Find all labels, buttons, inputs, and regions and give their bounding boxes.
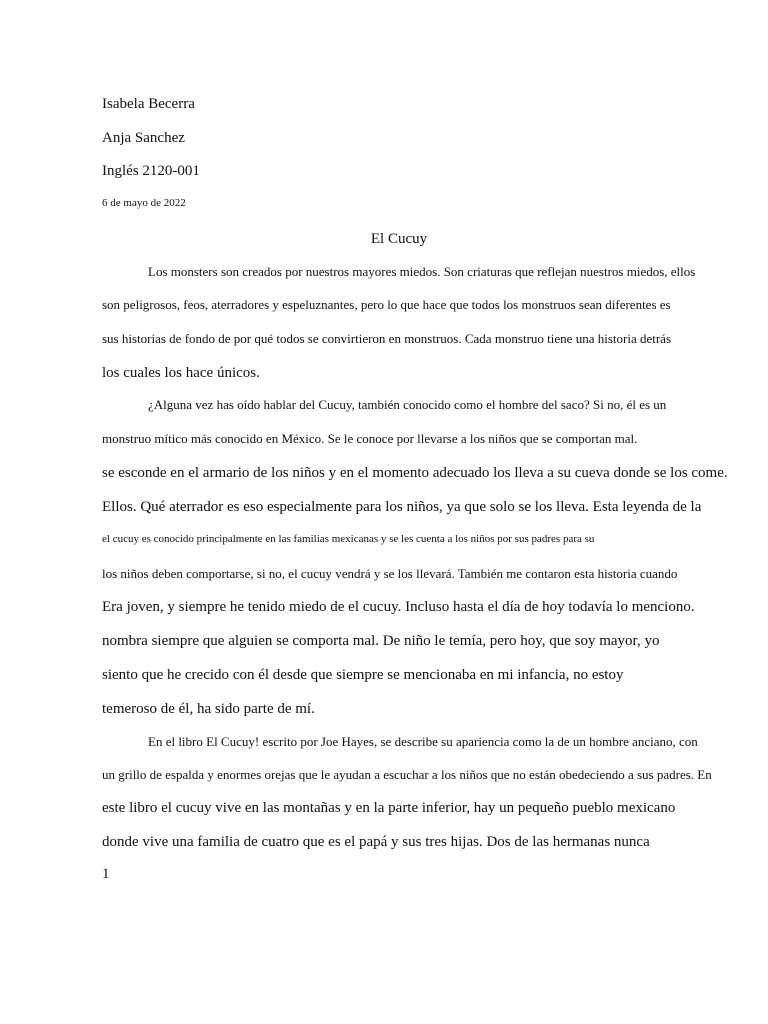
body-line: este libro el cucuy vive en las montañas y en la parte inferior, hay un pequeño pueblo mexicano xyxy=(102,800,676,816)
body-line: ¿Alguna vez has oído hablar del Cucuy, también conocido como el hombre del saco? Si no, él es un xyxy=(148,397,667,412)
page-number: 1 xyxy=(102,866,110,882)
body-line: monstruo mítico más conocido en México. Se le conoce por llevarse a los niños que se comportan mal. xyxy=(102,431,638,446)
document-date: 6 de mayo de 2022 xyxy=(102,197,186,209)
body-line: se esconde en el armario de los niños y en el momento adecuado los lleva a su cueva donde se los come. xyxy=(102,465,728,481)
body-line: sus historias de fondo de por qué todos se convirtieron en monstruos. Cada monstruo tiene una historia detrás xyxy=(102,331,672,346)
body-line: nombra siempre que alguien se comporta mal. De niño le temía, pero hoy, que soy mayor, yo xyxy=(102,633,660,649)
instructor-name: Anja Sanchez xyxy=(102,130,185,146)
body-line: Los monsters son creados por nuestros mayores miedos. Son criaturas que reflejan nuestros miedos, ellos xyxy=(148,264,696,279)
author-name: Isabela Becerra xyxy=(102,96,195,112)
body-line: el cucuy es conocido principalmente en las familias mexicanas y se les cuenta a los niños por sus padres para su xyxy=(102,533,595,545)
course-name: Inglés 2120-001 xyxy=(102,163,200,179)
body-line: Ellos. Qué aterrador es eso especialmente para los niños, ya que solo se los lleva. Esta leyenda de la xyxy=(102,499,702,515)
document-title: El Cucuy xyxy=(370,231,428,247)
body-line: En el libro El Cucuy! escrito por Joe Hayes, se describe su apariencia como la de un hombre anciano, con xyxy=(148,734,698,749)
body-line: donde vive una familia de cuatro que es el papá y sus tres hijas. Dos de las hermanas nunca xyxy=(102,834,650,850)
body-line: los niños deben comportarse, si no, el cucuy vendrá y se los llevará. También me contaron esta historia cuando xyxy=(102,566,678,581)
body-line: los cuales los hace únicos. xyxy=(102,365,260,381)
body-line: son peligrosos, feos, aterradores y espeluznantes, pero lo que hace que todos los monstruos sean diferentes es xyxy=(102,297,671,312)
body-line: Era joven, y siempre he tenido miedo de el cucuy. Incluso hasta el día de hoy todavía lo menciono. xyxy=(102,599,695,615)
body-line: temeroso de él, ha sido parte de mí. xyxy=(102,701,315,717)
body-line: un grillo de espalda y enormes orejas que le ayudan a escuchar a los niños que no están obedeciendo a sus padres. En xyxy=(102,767,712,782)
body-line: siento que he crecido con él desde que siempre se mencionaba en mi infancia, no estoy xyxy=(102,667,624,683)
